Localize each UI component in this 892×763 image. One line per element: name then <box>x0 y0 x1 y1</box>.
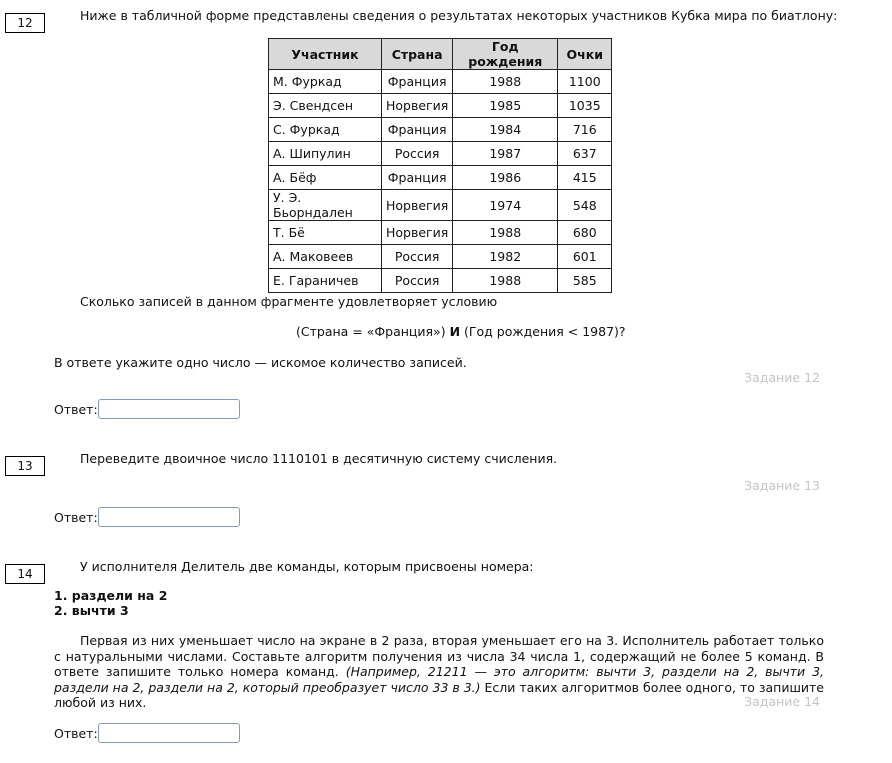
column-header-country: Страна <box>382 39 453 70</box>
cell-points: 601 <box>558 245 612 269</box>
cell-participant: А. Бёф <box>269 166 382 190</box>
cell-points: 585 <box>558 269 612 293</box>
q14-description-part2: Если таких алгоритмов более одного, то запишите любой из них. <box>54 679 824 710</box>
question-number-12: 12 <box>5 13 45 33</box>
q14-command-1: 1. раздели на 2 <box>54 588 168 603</box>
cell-birth-year: 1974 <box>453 190 558 221</box>
cell-participant: Е. Гараничев <box>269 269 382 293</box>
q12-instruction: В ответе укажите одно число — искомое количество записей. <box>54 355 467 370</box>
cell-country: Франция <box>382 70 453 94</box>
table-row <box>269 94 612 118</box>
condition-left: (Страна = «Франция») <box>296 324 446 339</box>
cell-participant: С. Фуркад <box>269 118 382 142</box>
cell-birth-year: 1984 <box>453 118 558 142</box>
q12-task-label: Задание 12 <box>744 370 820 385</box>
q13-answer-label: Ответ: <box>54 510 98 525</box>
cell-country: Франция <box>382 118 453 142</box>
q12-answer-label: Ответ: <box>54 402 98 417</box>
q13-task-label: Задание 13 <box>744 478 820 493</box>
cell-birth-year: 1985 <box>453 94 558 118</box>
table-row <box>269 166 612 190</box>
q14-task-label: Задание 14 <box>744 694 820 709</box>
cell-points: 415 <box>558 166 612 190</box>
question-number-14: 14 <box>5 564 45 584</box>
cell-points: 548 <box>558 190 612 221</box>
cell-country: Франция <box>382 166 453 190</box>
q14-intro-text: У исполнителя Делитель две команды, которым присвоены номера: <box>80 559 534 574</box>
table-row <box>269 269 612 293</box>
q12-answer-input[interactable] <box>98 399 240 419</box>
q12-question-text: Сколько записей в данном фрагменте удовлетворяет условию <box>80 294 498 309</box>
q14-description <box>54 633 824 711</box>
q13-answer-input[interactable] <box>98 507 240 527</box>
table-row <box>269 70 612 94</box>
condition-right: (Год рождения < 1987)? <box>464 324 626 339</box>
cell-birth-year: 1987 <box>453 142 558 166</box>
q14-command-2: 2. вычти 3 <box>54 603 129 618</box>
cell-birth-year: 1988 <box>453 269 558 293</box>
cell-points: 637 <box>558 142 612 166</box>
cell-points: 716 <box>558 118 612 142</box>
cell-participant: А. Маковеев <box>269 245 382 269</box>
question-number-13: 13 <box>5 456 45 476</box>
cell-country: Россия <box>382 142 453 166</box>
table-row <box>269 190 612 221</box>
cell-birth-year: 1988 <box>453 70 558 94</box>
q14-description-part1: Первая из них уменьшает число на экране в 2 раза, вторая уменьшает его на 3. Исполнитель работает только с натуральными числами. Составьте алгоритм получения из числа 34 числа 1, содержащий не более 5 команд. В ответе запишите только номера команд. <box>54 633 824 679</box>
column-header-participant: Участник <box>269 39 382 70</box>
q14-answer-label: Ответ: <box>54 726 98 741</box>
table-row <box>269 221 612 245</box>
condition-operator: И <box>449 324 461 339</box>
table-row <box>269 245 612 269</box>
cell-country: Россия <box>382 269 453 293</box>
cell-points: 1100 <box>558 70 612 94</box>
cell-points: 680 <box>558 221 612 245</box>
q12-intro-text: Ниже в табличной форме представлены сведения о результатах некоторых участников Кубка мира по биатлону: <box>80 8 838 23</box>
table-row <box>269 142 612 166</box>
cell-country: Норвегия <box>382 221 453 245</box>
q12-condition <box>296 324 626 339</box>
cell-participant: Т. Бё <box>269 221 382 245</box>
cell-birth-year: 1988 <box>453 221 558 245</box>
cell-points: 1035 <box>558 94 612 118</box>
column-header-points: Очки <box>558 39 612 70</box>
cell-country: Норвегия <box>382 94 453 118</box>
biathlon-results-table <box>268 38 612 293</box>
q13-text: Переведите двоичное число 1110101 в десятичную систему счисления. <box>80 451 558 466</box>
cell-participant: М. Фуркад <box>269 70 382 94</box>
column-header-birth-year: Год рождения <box>453 39 558 70</box>
cell-participant: У. Э. Бьорндален <box>269 190 382 221</box>
cell-country: Россия <box>382 245 453 269</box>
cell-participant: Э. Свендсен <box>269 94 382 118</box>
table-row <box>269 118 612 142</box>
cell-birth-year: 1986 <box>453 166 558 190</box>
q14-answer-input[interactable] <box>98 723 240 743</box>
cell-birth-year: 1982 <box>453 245 558 269</box>
q14-example: (Например, 21211 — это алгоритм: вычти 3, раздели на 2, вычти 3, раздели на 2, раздели на 2, который преобразует число 33 в 3.) <box>54 664 824 695</box>
cell-participant: А. Шипулин <box>269 142 382 166</box>
table-header-row <box>269 39 612 70</box>
cell-country: Норвегия <box>382 190 453 221</box>
